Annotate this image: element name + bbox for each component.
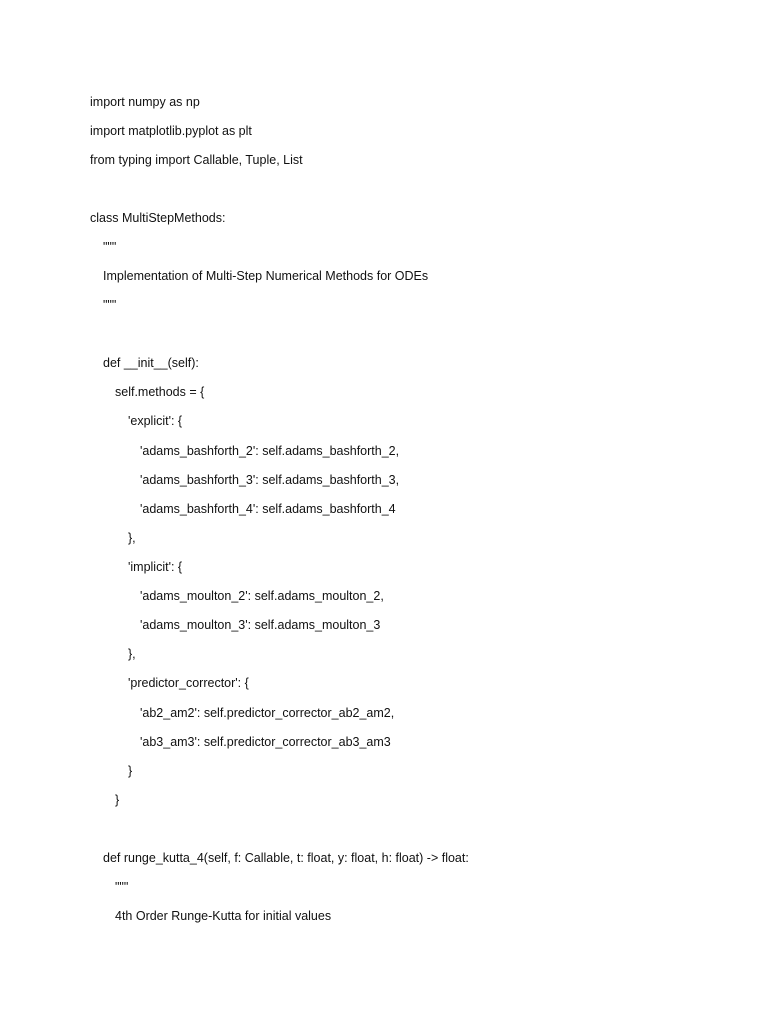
code-line: def runge_kutta_4(self, f: Callable, t: float, y: float, h: float) -> float: [103,851,469,865]
code-line: 'ab2_am2': self.predictor_corrector_ab2_am2, [140,706,395,720]
code-line: 'adams_bashforth_3': self.adams_bashforth_3, [140,473,400,487]
code-line: 'adams_moulton_3': self.adams_moulton_3 [140,618,381,632]
code-line: self.methods = { [115,385,205,399]
code-line: 'implicit': { [128,560,183,574]
code-line: 'predictor_corrector': { [128,676,249,690]
code-line: class MultiStepMethods: [90,211,226,225]
code-line: }, [128,647,136,661]
code-line: def __init__(self): [103,356,199,370]
code-line: Implementation of Multi-Step Numerical Methods for ODEs [103,269,429,283]
code-line: 'ab3_am3': self.predictor_corrector_ab3_am3 [140,735,391,749]
code-line: 'adams_bashforth_4': self.adams_bashforth_4 [140,502,396,516]
code-line: } [128,764,133,778]
code-line: from typing import Callable, Tuple, List [90,153,303,167]
code-line: 'adams_moulton_2': self.adams_moulton_2, [140,589,384,603]
code-line: """ [115,880,129,894]
code-line: import matplotlib.pyplot as plt [90,124,252,138]
code-line: } [115,793,120,807]
code-line: """ [103,298,117,312]
code-line: 'explicit': { [128,414,183,428]
code-line: }, [128,531,136,545]
code-line: 'adams_bashforth_2': self.adams_bashforth_2, [140,444,400,458]
code-line: """ [103,240,117,254]
code-line: 4th Order Runge-Kutta for initial values [115,909,332,923]
code-line: import numpy as np [90,95,200,109]
